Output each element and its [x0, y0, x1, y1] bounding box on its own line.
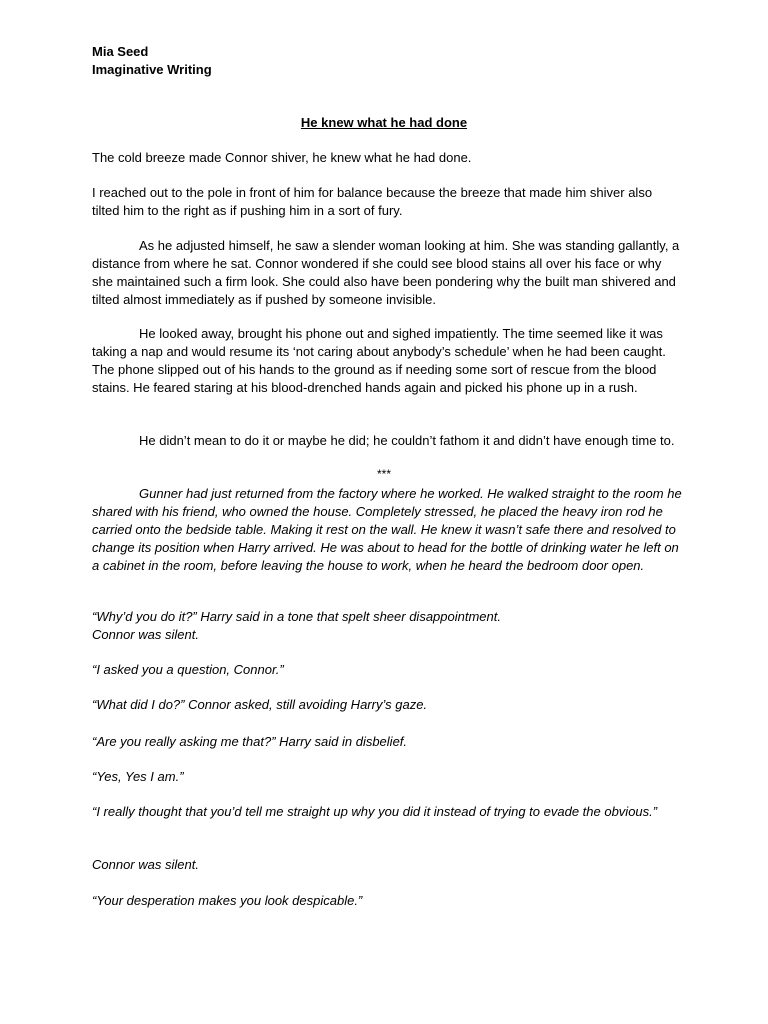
dialogue-why: “Why’d you do it?” Harry said in a tone that spelt sheer disappointment.: [92, 609, 501, 624]
dialogue-yes: “Yes, Yes I am.”: [92, 769, 184, 784]
paragraph-gunner: Gunner had just returned from the factory where he worked. He walked straight to the room he shared with his friend, who owned the house. Completely stressed, he placed the heavy iron rod he carried onto the bedside table. Making it rest on the wall. He knew it wasn’t safe there and resolved to change its position when Harry arrived. He was about to head for the bottle of drinking water he left on a cabinet in the room, before leaving the house to work, when he heard the bedroom door open.: [92, 486, 682, 573]
story-title: He knew what he had done: [300, 115, 468, 130]
author-name: Mia Seed: [92, 44, 149, 59]
dialogue-what-did-i-do: “What did I do?” Connor asked, still avoiding Harry’s gaze.: [92, 697, 428, 712]
paragraph-slender-woman: As he adjusted himself, he saw a slender woman looking at him. She was standing gallantly, a distance from where he sat. Connor wondered if she could see blood stains all over his face or why she maintained such a firm look. She could also have been pondering why the built man shivered and tilted almost immediately as if pushed by someone invisible.: [92, 238, 680, 307]
dialogue-desperation: “Your desperation makes you look despicable.”: [92, 893, 363, 908]
paragraph-phone: He looked away, brought his phone out and sighed impatiently. The time seemed like it was taking a nap and would resume its ‘not caring about anybody’s schedule’ when he had been caught. The phone slipped out of his hands to the ground as if needing some sort of rescue from the blood stains. He feared staring at his blood-drenched hands again and picked his phone up in a rush.: [92, 326, 666, 395]
dialogue-really-asking: “Are you really asking me that?” Harry said in disbelief.: [92, 734, 408, 749]
dialogue-straight-up: “I really thought that you’d tell me straight up why you did it instead of trying to evade the obvious.”: [92, 804, 658, 819]
course-name: Imaginative Writing: [92, 61, 212, 77]
section-separator: ***: [376, 467, 391, 481]
narration-silent-2: Connor was silent.: [92, 857, 199, 872]
dialogue-asked-question: “I asked you a question, Connor.”: [92, 662, 284, 677]
paragraph-didnt-mean: He didn’t mean to do it or maybe he did; he couldn’t fathom it and didn’t have enough time to.: [139, 433, 675, 448]
document-header: [92, 43, 212, 78]
paragraph-opening: The cold breeze made Connor shiver, he knew what he had done.: [92, 150, 472, 165]
paragraph-pole: I reached out to the pole in front of him for balance because the breeze that made him shiver also tilted him to the right as if pushing him in a sort of fury.: [92, 185, 653, 218]
narration-silent-1: Connor was silent.: [92, 627, 199, 642]
